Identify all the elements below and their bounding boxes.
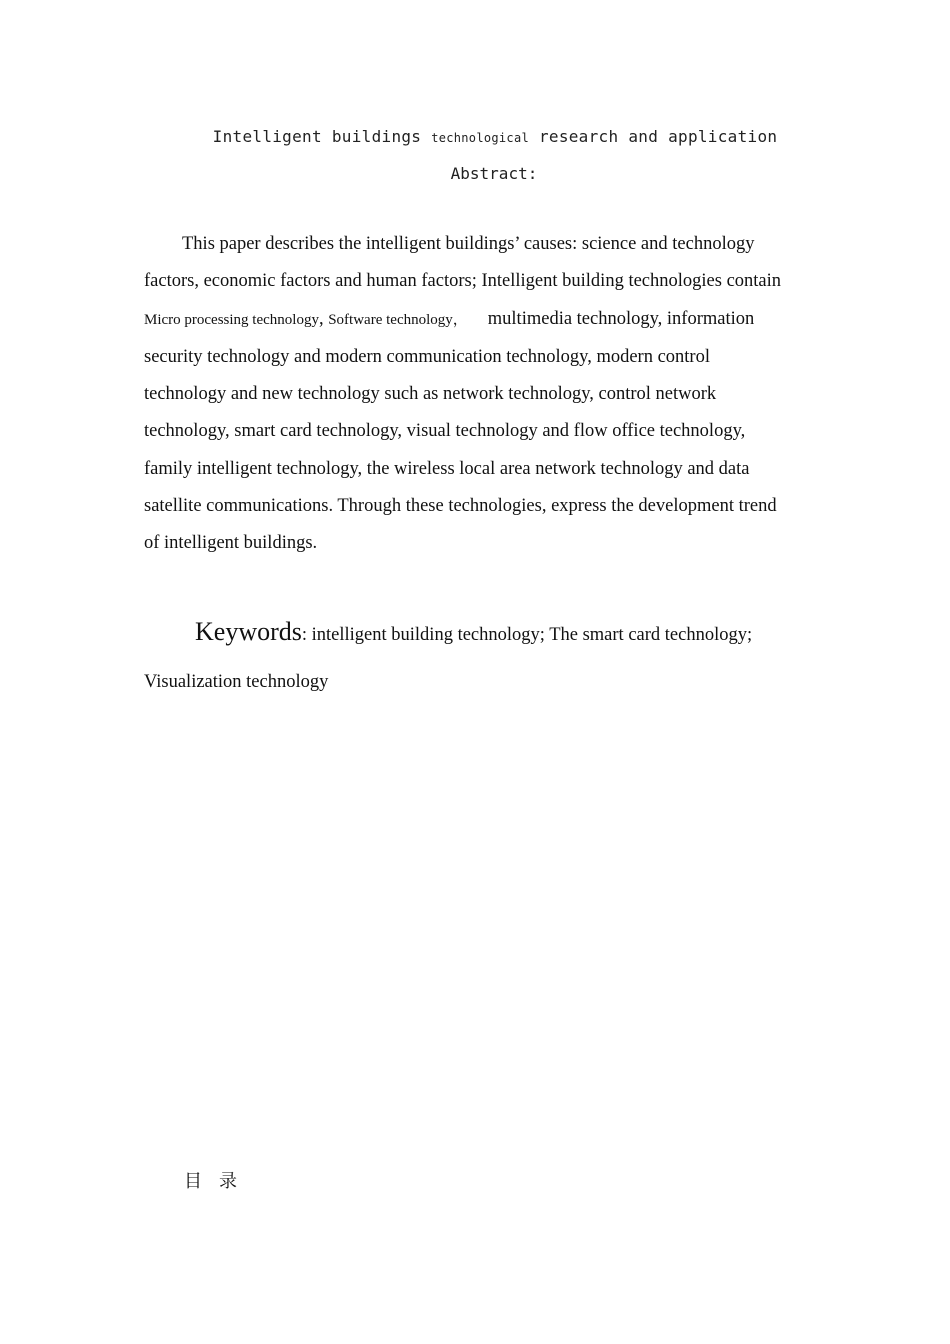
abstract-line-8: satellite communications. Through these technologies, express the development trend	[144, 496, 777, 517]
keywords-section	[144, 608, 804, 706]
abstract-line-1: This paper describes the intelligent buildings’ causes: science and technology	[182, 234, 755, 254]
abstract-line-4: security technology and modern communication technology, modern control	[144, 346, 710, 367]
abstract-heading: Abstract:	[450, 164, 538, 183]
keywords-text-1: : intelligent building technology; The smart card technology;	[301, 625, 753, 645]
abstract-body	[144, 226, 810, 563]
abstract-line-3	[144, 301, 810, 339]
abstract-line-3-part-a: Micro processing technology	[144, 311, 319, 328]
paper-title	[0, 127, 950, 146]
abstract-line-3-part-b: ,	[318, 308, 329, 329]
keywords-line-1	[144, 608, 804, 659]
abstract-line-3-part-d: multimedia technology, information	[487, 308, 755, 329]
keywords-label: Keywords	[195, 617, 302, 646]
abstract-line-5: technology and new technology such as network technology, control network	[144, 384, 717, 405]
title-part-2: technological	[431, 131, 530, 145]
abstract-line-7: family intelligent technology, the wireless local area network technology and data	[144, 458, 750, 479]
toc-heading: 目录	[184, 1171, 254, 1192]
title-part-3: research and application	[529, 127, 778, 146]
abstract-line-9: of intelligent buildings.	[144, 533, 318, 554]
title-part-1: Intelligent buildings	[212, 127, 432, 146]
abstract-line-2: factors, economic factors and human factors; Intelligent building technologies contain	[144, 271, 782, 292]
keywords-line-2: Visualization technology	[144, 672, 329, 692]
abstract-line-6: technology, smart card technology, visual technology and flow office technology,	[144, 421, 746, 442]
abstract-line-3-part-c: Software technology，	[328, 311, 468, 328]
